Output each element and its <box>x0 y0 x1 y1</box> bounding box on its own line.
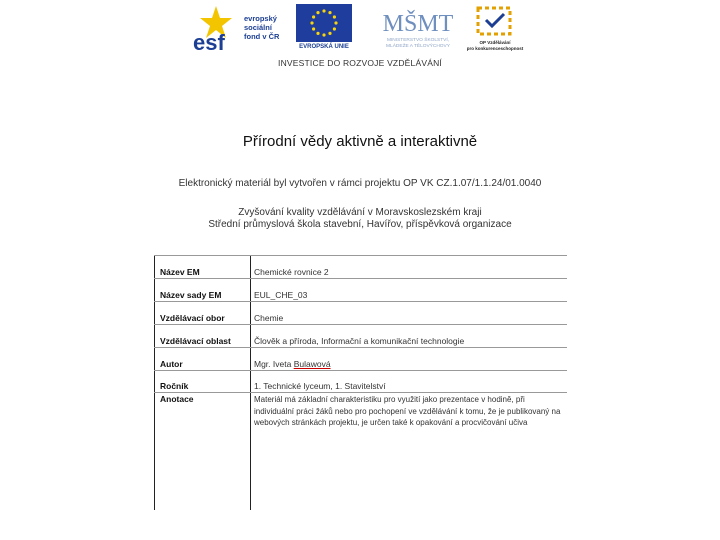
row-label-grade: Ročník <box>160 381 189 391</box>
eu-flag-icon <box>296 4 352 42</box>
msmt-mark-text: MŠMT <box>382 11 454 37</box>
esf-logo-mark <box>192 4 240 55</box>
author-name: Bulawová <box>293 359 331 369</box>
author-prefix: Mgr. Iveta <box>254 359 294 369</box>
eu-logo <box>296 4 352 54</box>
table-row-divider <box>154 370 567 371</box>
table-row-divider <box>154 324 567 325</box>
table-column-divider <box>250 255 251 510</box>
row-value-author <box>254 359 331 369</box>
row-value-grade: 1. Technické lyceum, 1. Stavitelství <box>254 381 386 391</box>
row-value-em-name: Chemické rovnice 2 <box>254 267 329 277</box>
op-vk-logo <box>460 4 530 54</box>
esf-mark-text: esf <box>193 30 225 55</box>
table-left-border <box>154 255 155 510</box>
table-row-divider <box>154 278 567 279</box>
row-value-field: Chemie <box>254 313 284 323</box>
table-row-divider <box>154 255 567 256</box>
msmt-line-1: MINISTERSTVO ŠKOLSTVÍ, <box>386 38 450 43</box>
msmt-logo <box>382 4 454 54</box>
eu-stars-icon <box>296 4 352 42</box>
row-label-field: Vzdělávací obor <box>160 313 225 323</box>
school-line: Střední průmyslová škola stavební, Havířov, příspěvková organizace <box>208 219 512 230</box>
table-row-divider <box>154 392 567 393</box>
msmt-line-2: MLÁDEŽE A TĚLOVÝCHOVY <box>386 44 450 49</box>
esf-logo-text <box>244 14 279 41</box>
logo-bar <box>192 4 532 54</box>
msmt-logo-mark <box>382 4 454 38</box>
region-line: Zvyšování kvality vzdělávání v Moravskoslezském kraji <box>238 207 482 218</box>
row-value-annotation: Materiál má základní charakteristiku pro využití jako prezentace v hodině, při individuální práci žáků nebo pro pochopení ve vzdělávání k tomu, že je publikovaný na webových stránkách projektu, je určen také k opakování a procvičování učiva <box>254 395 561 427</box>
table-row-divider <box>154 301 567 302</box>
row-label-author: Autor <box>160 359 183 369</box>
page-title: Přírodní vědy aktivně a interaktivně <box>242 133 478 150</box>
logo-tagline: INVESTICE DO ROZVOJE VZDĚLÁVÁNÍ <box>278 58 442 68</box>
row-label-em-name: Název EM <box>160 267 200 277</box>
esf-line-2: sociální <box>244 23 272 32</box>
row-label-set-name: Název sady EM <box>160 290 222 300</box>
row-label-annotation: Anotace <box>160 394 194 404</box>
project-line: Elektronický materiál byl vytvořen v rámci projektu OP VK CZ.1.07/1.1.24/01.0040 <box>178 178 542 189</box>
op-line-2: pro konkurenceschopnost <box>466 45 524 51</box>
op-line-1: OP Vzdělávání <box>479 40 511 45</box>
row-value-area: Člověk a příroda, Informační a komunikační technologie <box>254 336 465 346</box>
op-vk-logo-mark <box>474 4 514 38</box>
esf-line-1: evropský <box>244 14 277 23</box>
row-label-area: Vzdělávací oblast <box>160 336 231 346</box>
esf-line-3: fond v ČR <box>244 32 280 41</box>
esf-logo <box>192 4 292 54</box>
msmt-logo-text <box>382 38 454 50</box>
op-vk-logo-text <box>460 40 530 51</box>
metadata-table <box>154 255 567 510</box>
row-value-set-name: EUL_CHE_03 <box>254 290 308 300</box>
table-row-divider <box>154 347 567 348</box>
eu-logo-text: EVROPSKÁ UNIE <box>299 44 349 50</box>
